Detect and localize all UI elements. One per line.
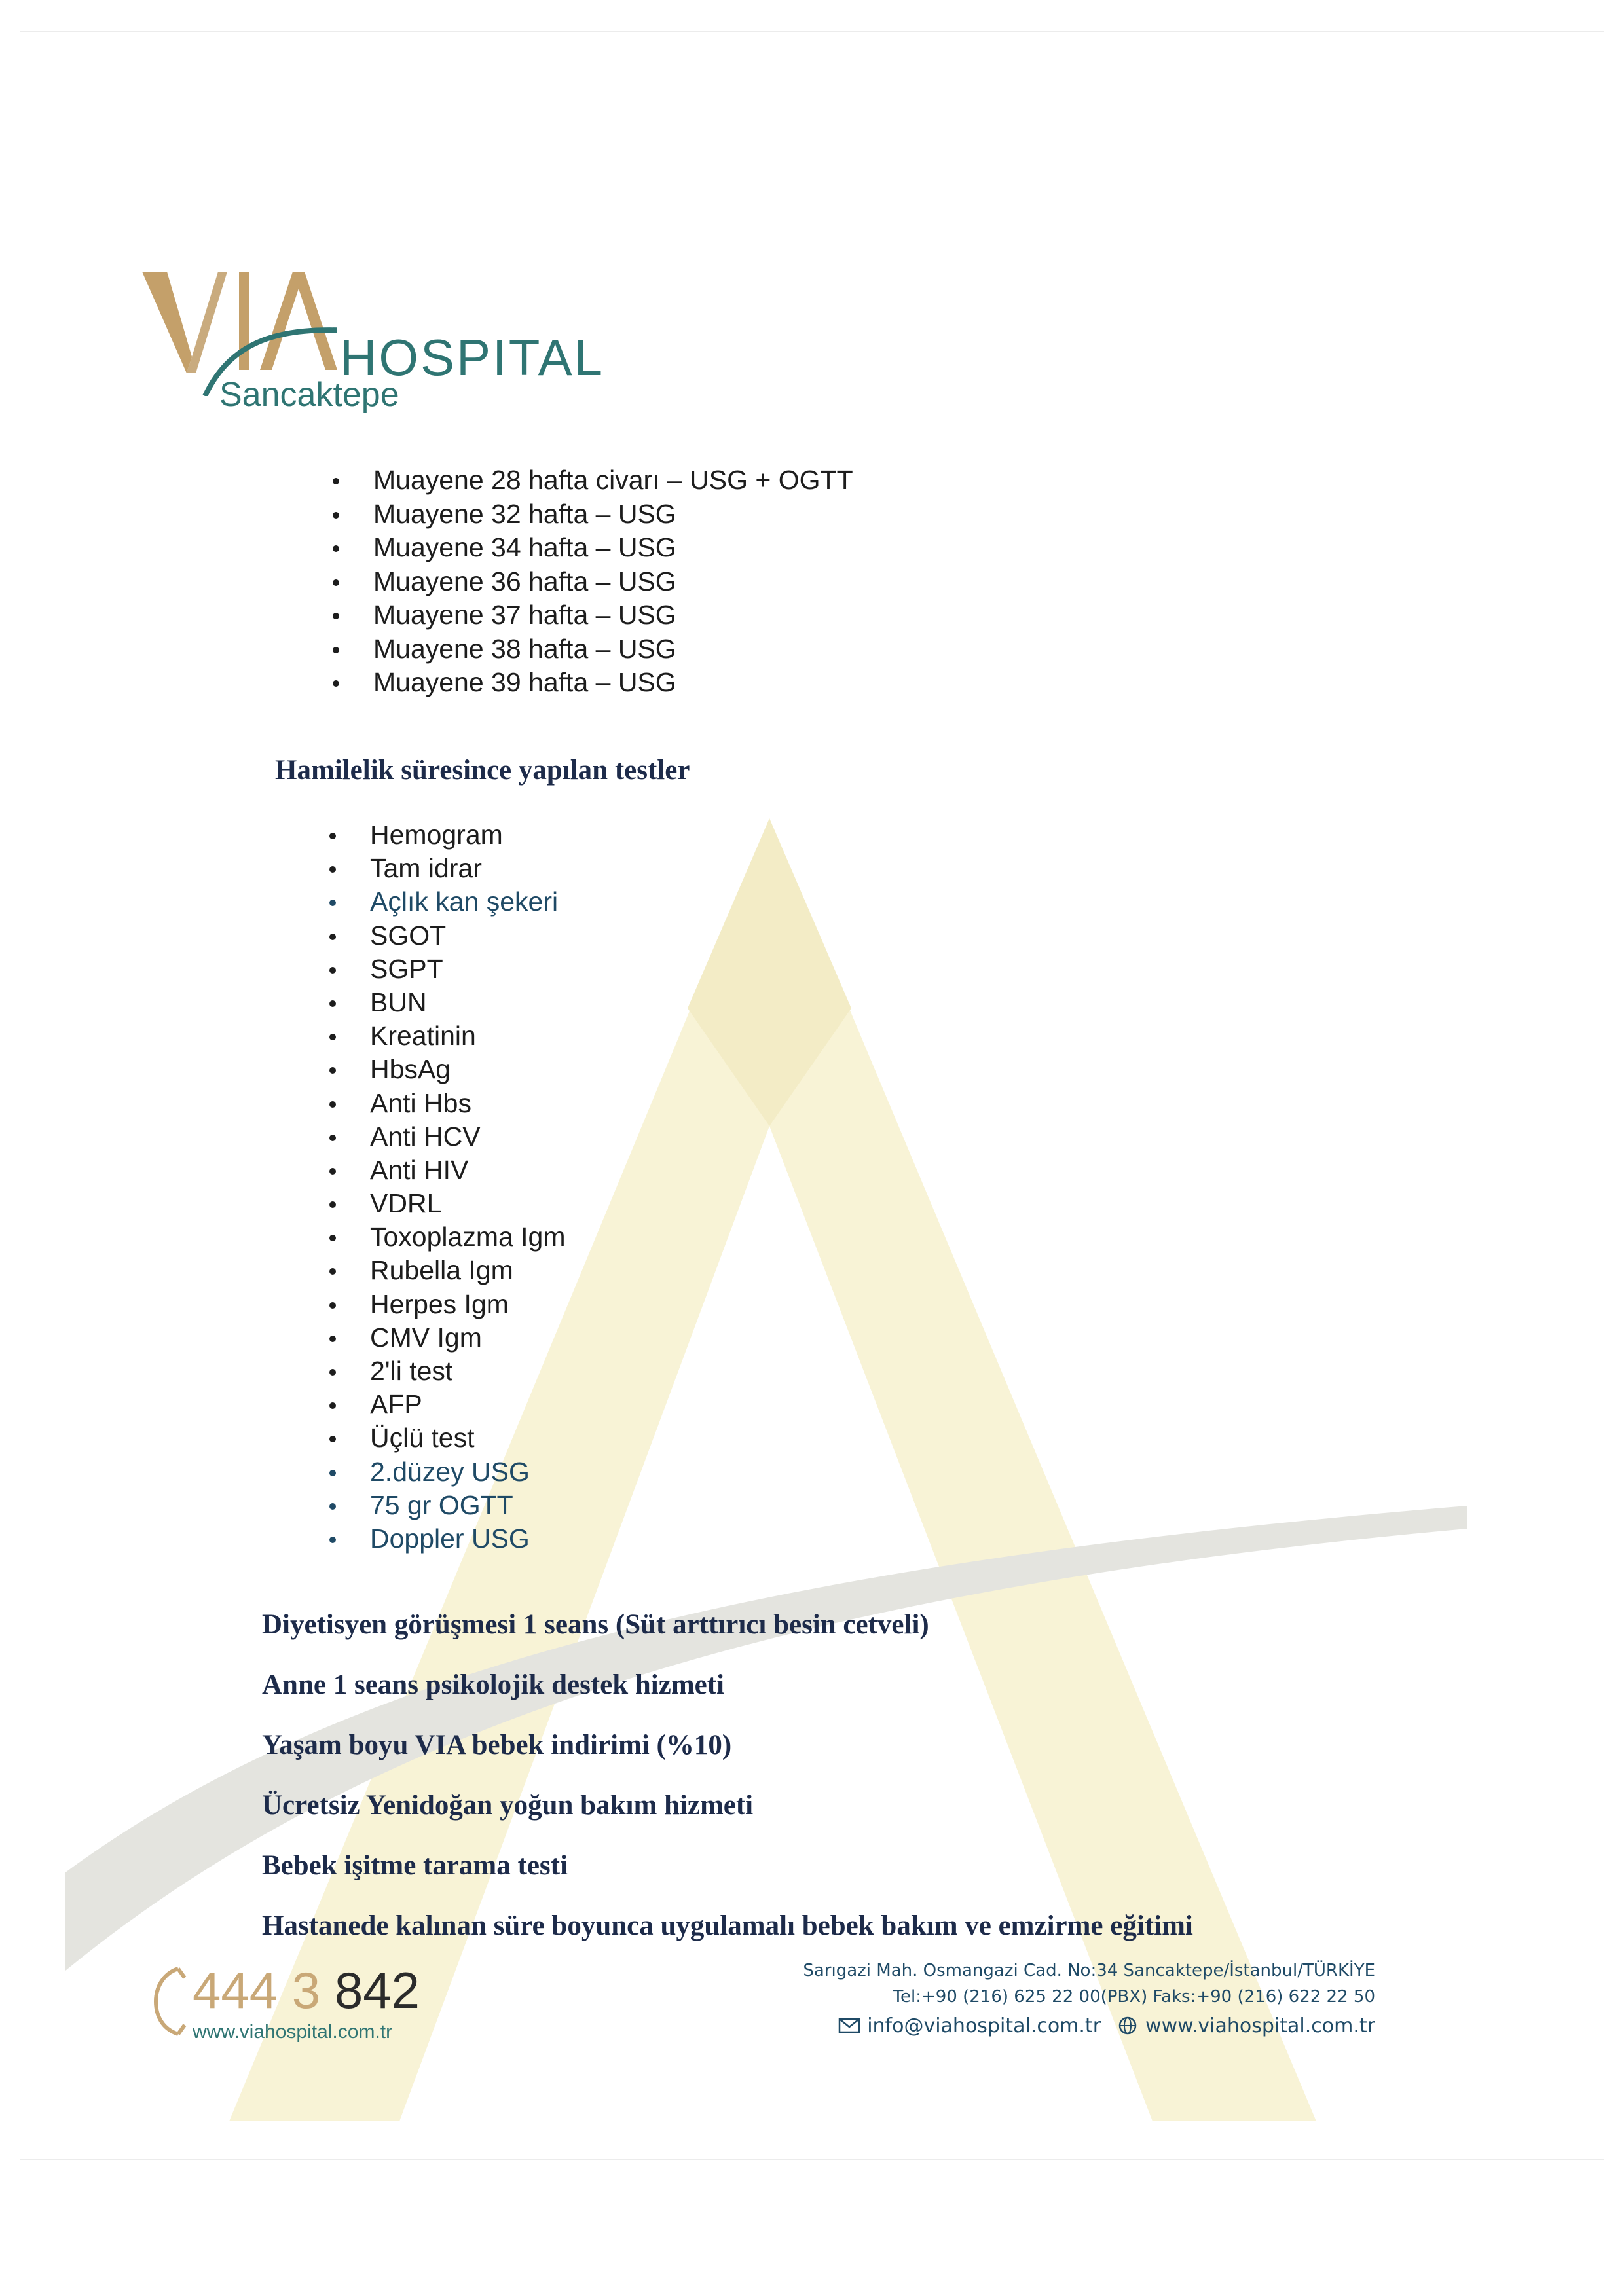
logo-hospital-text: HOSPITAL (340, 329, 604, 386)
globe-icon (1116, 2016, 1139, 2035)
list-item: 75 gr OGTT (324, 1489, 566, 1522)
benefit-heading: Diyetisyen görüşmesi 1 seans (Süt arttırıcı besin cetveli) (262, 1609, 929, 1640)
footer-address-block (681, 1958, 1375, 2040)
list-item: 2.düzey USG (324, 1455, 566, 1489)
list-item: Muayene 38 hafta – USG (327, 632, 853, 666)
scan-edge-top (20, 31, 1604, 32)
list-item: Muayene 36 hafta – USG (327, 565, 853, 599)
list-item: Anti HIV (324, 1154, 566, 1187)
list-item: Toxoplazma Igm (324, 1220, 566, 1254)
list-item: BUN (324, 986, 566, 1019)
list-item: Açlık kan şekeri (324, 885, 566, 919)
phone-prefix: 444 3 (193, 1961, 321, 2019)
list-item: CMV Igm (324, 1321, 566, 1355)
phone-number (193, 1961, 420, 2020)
list-item: SGOT (324, 919, 566, 953)
benefit-heading: Ücretsiz Yenidoğan yoğun bakım hizmeti (262, 1790, 754, 1821)
logo-location-text: Sancaktepe (219, 376, 399, 414)
tel-fax-line: Tel:+90 (216) 625 22 00(PBX) Faks:+90 (216) 622 22 50 (893, 1987, 1375, 2007)
list-item: Muayene 32 hafta – USG (327, 498, 853, 532)
list-item: HbsAg (324, 1053, 566, 1086)
address-line: Sarıgazi Mah. Osmangazi Cad. No:34 Sancaktepe/İstanbul/TÜRKİYE (803, 1961, 1375, 1980)
via-hospital-logo (141, 265, 638, 422)
footer-phone-block (152, 1961, 466, 2059)
envelope-icon (838, 2016, 860, 2035)
list-item: Rubella Igm (324, 1254, 566, 1287)
benefit-heading: Bebek işitme tarama testi (262, 1850, 568, 1881)
list-item: Muayene 39 hafta – USG (327, 666, 853, 700)
website-text: www.viahospital.com.tr (1145, 2014, 1375, 2037)
list-item: 2'li test (324, 1355, 566, 1388)
benefit-heading: Yaşam boyu VIA bebek indirimi (%10) (262, 1730, 732, 1760)
list-item: Hemogram (324, 818, 566, 852)
list-item: VDRL (324, 1187, 566, 1220)
list-item: AFP (324, 1388, 566, 1421)
scan-edge-bottom (20, 2159, 1604, 2160)
tests-list (324, 818, 566, 1556)
list-item: Herpes Igm (324, 1288, 566, 1321)
list-item: SGPT (324, 953, 566, 986)
benefit-heading: Hastanede kalınan süre boyunca uygulamalı bebek bakım ve emzirme eğitimi (262, 1910, 1193, 1941)
list-item: Tam idrar (324, 852, 566, 885)
benefit-heading: Anne 1 seans psikolojik destek hizmeti (262, 1669, 724, 1700)
list-item: Anti HCV (324, 1120, 566, 1154)
phone-handset-icon (152, 1965, 189, 2037)
list-item: Muayene 34 hafta – USG (327, 531, 853, 565)
list-item: Üçlü test (324, 1421, 566, 1455)
list-item: Muayene 28 hafta civarı – USG + OGTT (327, 464, 853, 498)
list-item: Anti Hbs (324, 1087, 566, 1120)
contact-line (681, 2013, 1375, 2040)
email-text: info@viahospital.com.tr (867, 2014, 1101, 2037)
tests-heading: Hamilelik süresince yapılan testler (275, 755, 690, 786)
phone-suffix: 842 (334, 1961, 420, 2019)
list-item: Kreatinin (324, 1019, 566, 1053)
exam-list (327, 464, 853, 700)
list-item: Doppler USG (324, 1522, 566, 1556)
phone-website: www.viahospital.com.tr (193, 2021, 393, 2043)
list-item: Muayene 37 hafta – USG (327, 598, 853, 632)
benefits-section (262, 1605, 1193, 1967)
